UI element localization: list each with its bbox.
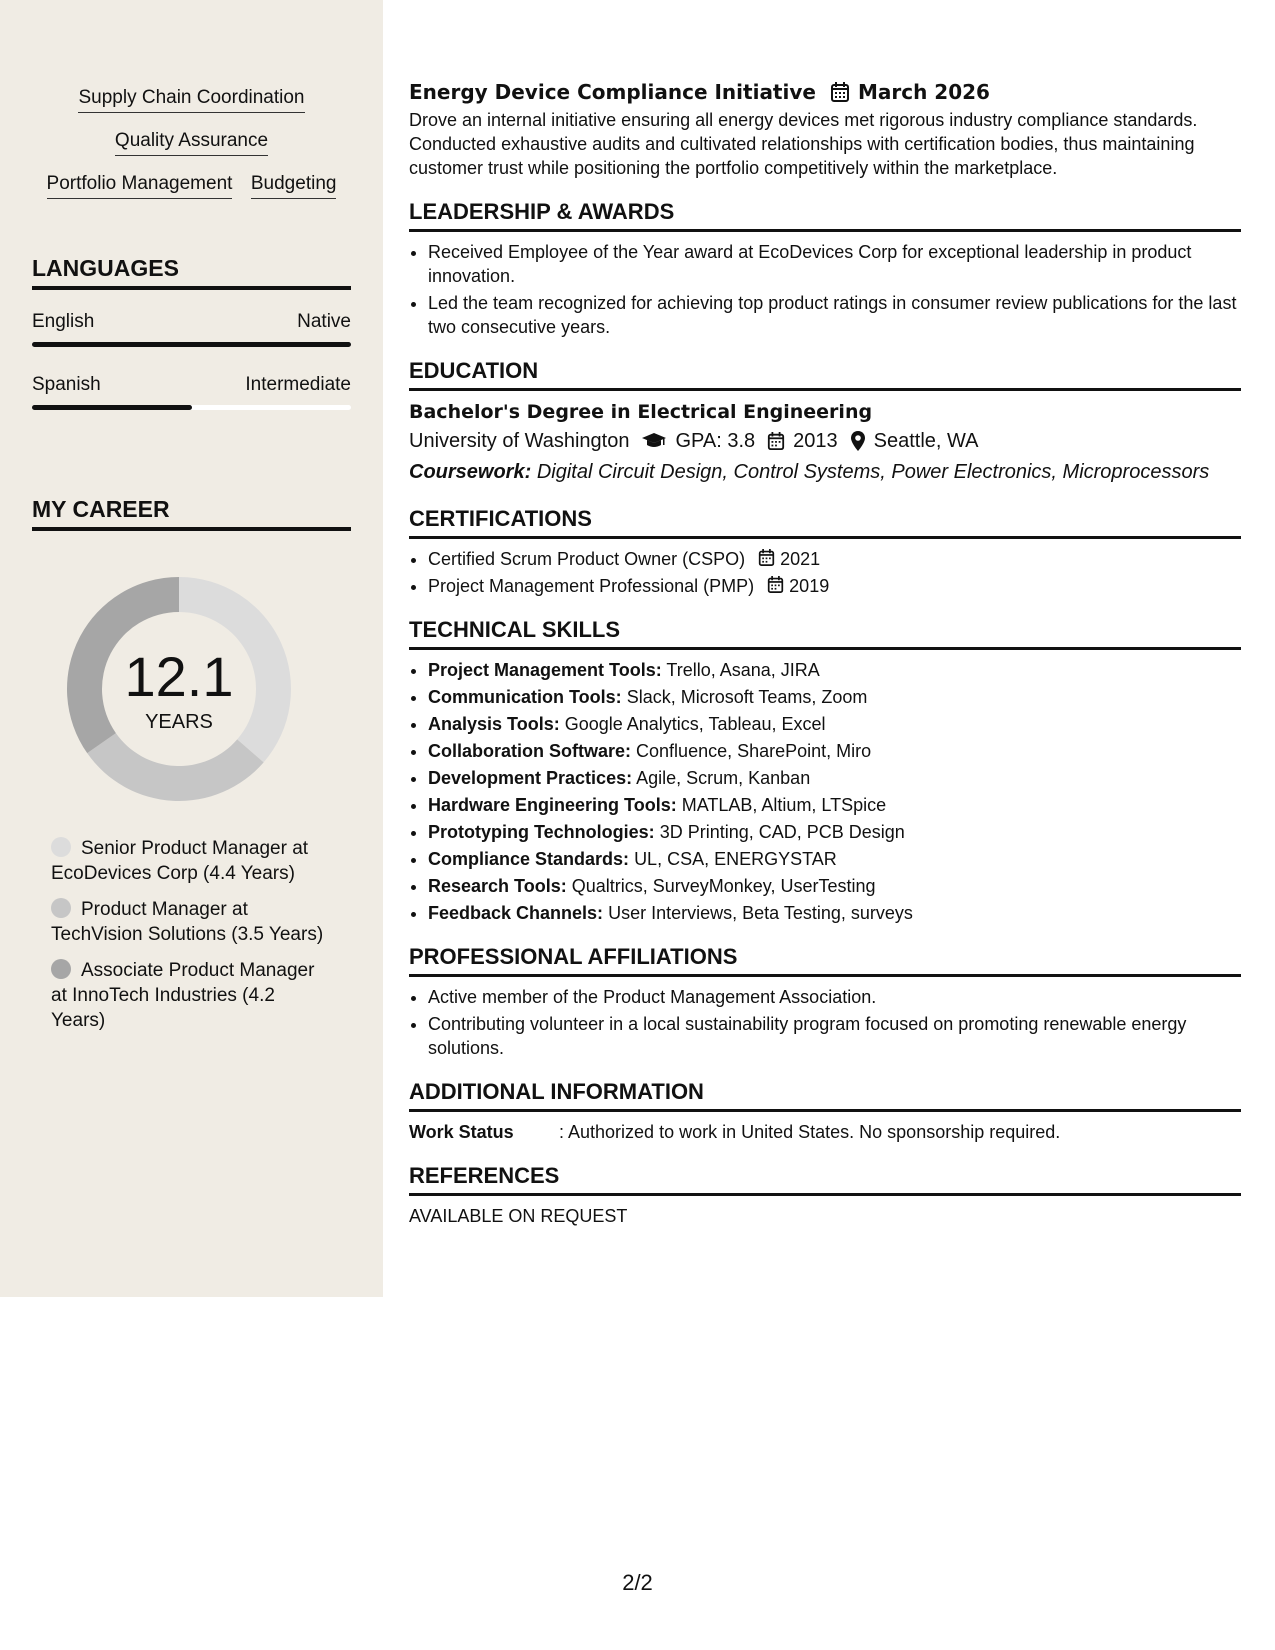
language-proficiency-fill	[32, 405, 192, 410]
language-name: English	[32, 311, 95, 332]
technical-skills-list	[409, 658, 1241, 925]
list-item: • Contributing volunteer in a local sustainability program focused on promoting renewable energy solutions.	[428, 1012, 1241, 1060]
skill-label: Research Tools:	[428, 876, 567, 896]
calendar-icon	[767, 575, 784, 594]
language-name: Spanish	[32, 374, 101, 395]
career-total-unit: YEARS	[145, 711, 213, 733]
career-item	[51, 958, 331, 1033]
project-title: Energy Device Compliance Initiative	[409, 80, 816, 104]
list-item: • Active member of the Product Management Association.	[428, 985, 1241, 1009]
skill-tag-row	[0, 172, 383, 199]
career-item-text: Associate Product Manager at InnoTech Industries (4.2 Years)	[51, 960, 315, 1031]
language-item	[32, 373, 351, 410]
career-item-text: Senior Product Manager at EcoDevices Corp (4.4 Years)	[51, 838, 309, 884]
skill-tag: Budgeting	[251, 172, 337, 199]
skill-value: Trello, Asana, JIRA	[666, 660, 820, 680]
technical-skills-heading: TECHNICAL SKILLS	[409, 616, 1241, 650]
main-content	[409, 78, 1241, 1228]
skill-value: Confluence, SharePoint, Miro	[636, 741, 872, 761]
career-legend-dot	[51, 959, 71, 979]
career-heading: MY CAREER	[32, 495, 351, 531]
list-item	[428, 793, 1241, 817]
affiliations-heading: PROFESSIONAL AFFILIATIONS	[409, 943, 1241, 977]
education-meta	[409, 427, 1241, 455]
certification-year: 2021	[780, 549, 821, 569]
list-item: • Led the team recognized for achieving top product ratings in consumer review publications for the last two consecutive years.	[428, 291, 1241, 339]
skill-label: Compliance Standards:	[428, 849, 630, 869]
work-status-label: Work Status	[409, 1122, 514, 1142]
language-level: Intermediate	[245, 374, 351, 395]
project-description: Drove an internal initiative ensuring all energy devices met rigorous industry compliance standards. Conducted exhaustive audits and cultivated relationships with certification bodies, thus maintaining customer trust while positioning the portfolio competitively within the marketplace.	[409, 110, 1198, 178]
skill-label: Communication Tools:	[428, 687, 622, 707]
calendar-icon	[767, 431, 785, 451]
additional-info-heading: ADDITIONAL INFORMATION	[409, 1078, 1241, 1112]
language-level: Native	[297, 311, 351, 332]
list-item	[428, 547, 1241, 571]
list-item	[428, 712, 1241, 736]
references-text: AVAILABLE ON REQUEST	[409, 1206, 628, 1226]
career-total-value: 12.1	[124, 645, 234, 708]
skill-tag-row	[0, 129, 383, 156]
graduation-cap-icon	[641, 432, 667, 450]
certification-year: 2019	[789, 576, 830, 596]
education-school: University of Washington	[409, 430, 630, 452]
career-legend-dot	[51, 837, 71, 857]
career-item	[51, 897, 331, 947]
certifications-list	[409, 547, 1241, 598]
skill-label: Development Practices:	[428, 768, 633, 788]
skill-value: Slack, Microsoft Teams, Zoom	[626, 687, 868, 707]
work-status	[409, 1120, 1241, 1144]
career-section	[32, 495, 351, 531]
coursework-label: Coursework:	[409, 461, 532, 483]
map-pin-icon	[850, 430, 866, 452]
languages-section	[32, 254, 351, 410]
skill-tag: Supply Chain Coordination	[78, 86, 304, 113]
skill-label: Prototyping Technologies:	[428, 822, 655, 842]
calendar-icon	[830, 81, 850, 103]
career-donut-chart	[66, 576, 292, 802]
skill-tag: Quality Assurance	[115, 129, 268, 156]
career-donut-segment	[87, 733, 263, 801]
career-legend-dot	[51, 898, 71, 918]
education-gpa: GPA: 3.8	[675, 430, 756, 452]
skill-label: Hardware Engineering Tools:	[428, 795, 677, 815]
skill-tag-row	[0, 86, 383, 113]
list-item	[428, 901, 1241, 925]
language-proficiency-fill	[32, 342, 351, 347]
list-item	[428, 658, 1241, 682]
project-header	[409, 78, 1241, 106]
coursework-value: Digital Circuit Design, Control Systems, Power Electronics, Microprocessors	[536, 461, 1210, 483]
skill-value: MATLAB, Altium, LTSpice	[681, 795, 887, 815]
list-item	[428, 847, 1241, 871]
references-heading: REFERENCES	[409, 1162, 1241, 1196]
education-coursework	[409, 457, 1241, 487]
skill-label: Feedback Channels:	[428, 903, 604, 923]
list-item	[428, 766, 1241, 790]
skill-value: User Interviews, Beta Testing, surveys	[608, 903, 913, 923]
language-proficiency-bar	[32, 342, 351, 347]
list-item	[428, 820, 1241, 844]
education-degree: Bachelor's Degree in Electrical Engineering	[409, 401, 873, 423]
language-proficiency-bar	[32, 405, 351, 410]
certification-name: Project Management Professional (PMP)	[428, 576, 755, 596]
list-item	[428, 685, 1241, 709]
list-item	[428, 739, 1241, 763]
skill-label: Analysis Tools:	[428, 714, 560, 734]
skill-value: 3D Printing, CAD, PCB Design	[659, 822, 905, 842]
list-item	[428, 574, 1241, 598]
education-heading: EDUCATION	[409, 357, 1241, 391]
career-list	[51, 836, 331, 1044]
work-status-value: : Authorized to work in United States. No sponsorship required.	[559, 1122, 1061, 1142]
skill-label: Project Management Tools:	[428, 660, 662, 680]
language-item	[32, 310, 351, 347]
skill-value: Agile, Scrum, Kanban	[636, 768, 811, 788]
certification-name: Certified Scrum Product Owner (CSPO)	[428, 549, 746, 569]
affiliations-list	[409, 985, 1241, 1060]
education-year: 2013	[793, 430, 838, 452]
skill-tag: Portfolio Management	[47, 172, 233, 199]
career-item	[51, 836, 331, 886]
list-item: • Received Employee of the Year award at EcoDevices Corp for exceptional leadership in product innovation.	[428, 240, 1241, 288]
skill-value: UL, CSA, ENERGYSTAR	[634, 849, 837, 869]
languages-heading: LANGUAGES	[32, 254, 351, 290]
skill-value: Google Analytics, Tableau, Excel	[564, 714, 826, 734]
list-item	[428, 874, 1241, 898]
calendar-icon	[758, 548, 775, 567]
leadership-heading: LEADERSHIP & AWARDS	[409, 198, 1241, 232]
sidebar	[0, 0, 383, 1297]
skill-value: Qualtrics, SurveyMonkey, UserTesting	[571, 876, 876, 896]
education-location: Seattle, WA	[873, 430, 979, 452]
skill-label: Collaboration Software:	[428, 741, 632, 761]
project-date: March 2026	[857, 80, 990, 104]
certifications-heading: CERTIFICATIONS	[409, 505, 1241, 539]
skill-tags	[0, 86, 383, 215]
leadership-list	[409, 240, 1241, 339]
page-number: 2/2	[622, 1570, 653, 1595]
career-item-text: Product Manager at TechVision Solutions (3.5 Years)	[51, 899, 324, 945]
